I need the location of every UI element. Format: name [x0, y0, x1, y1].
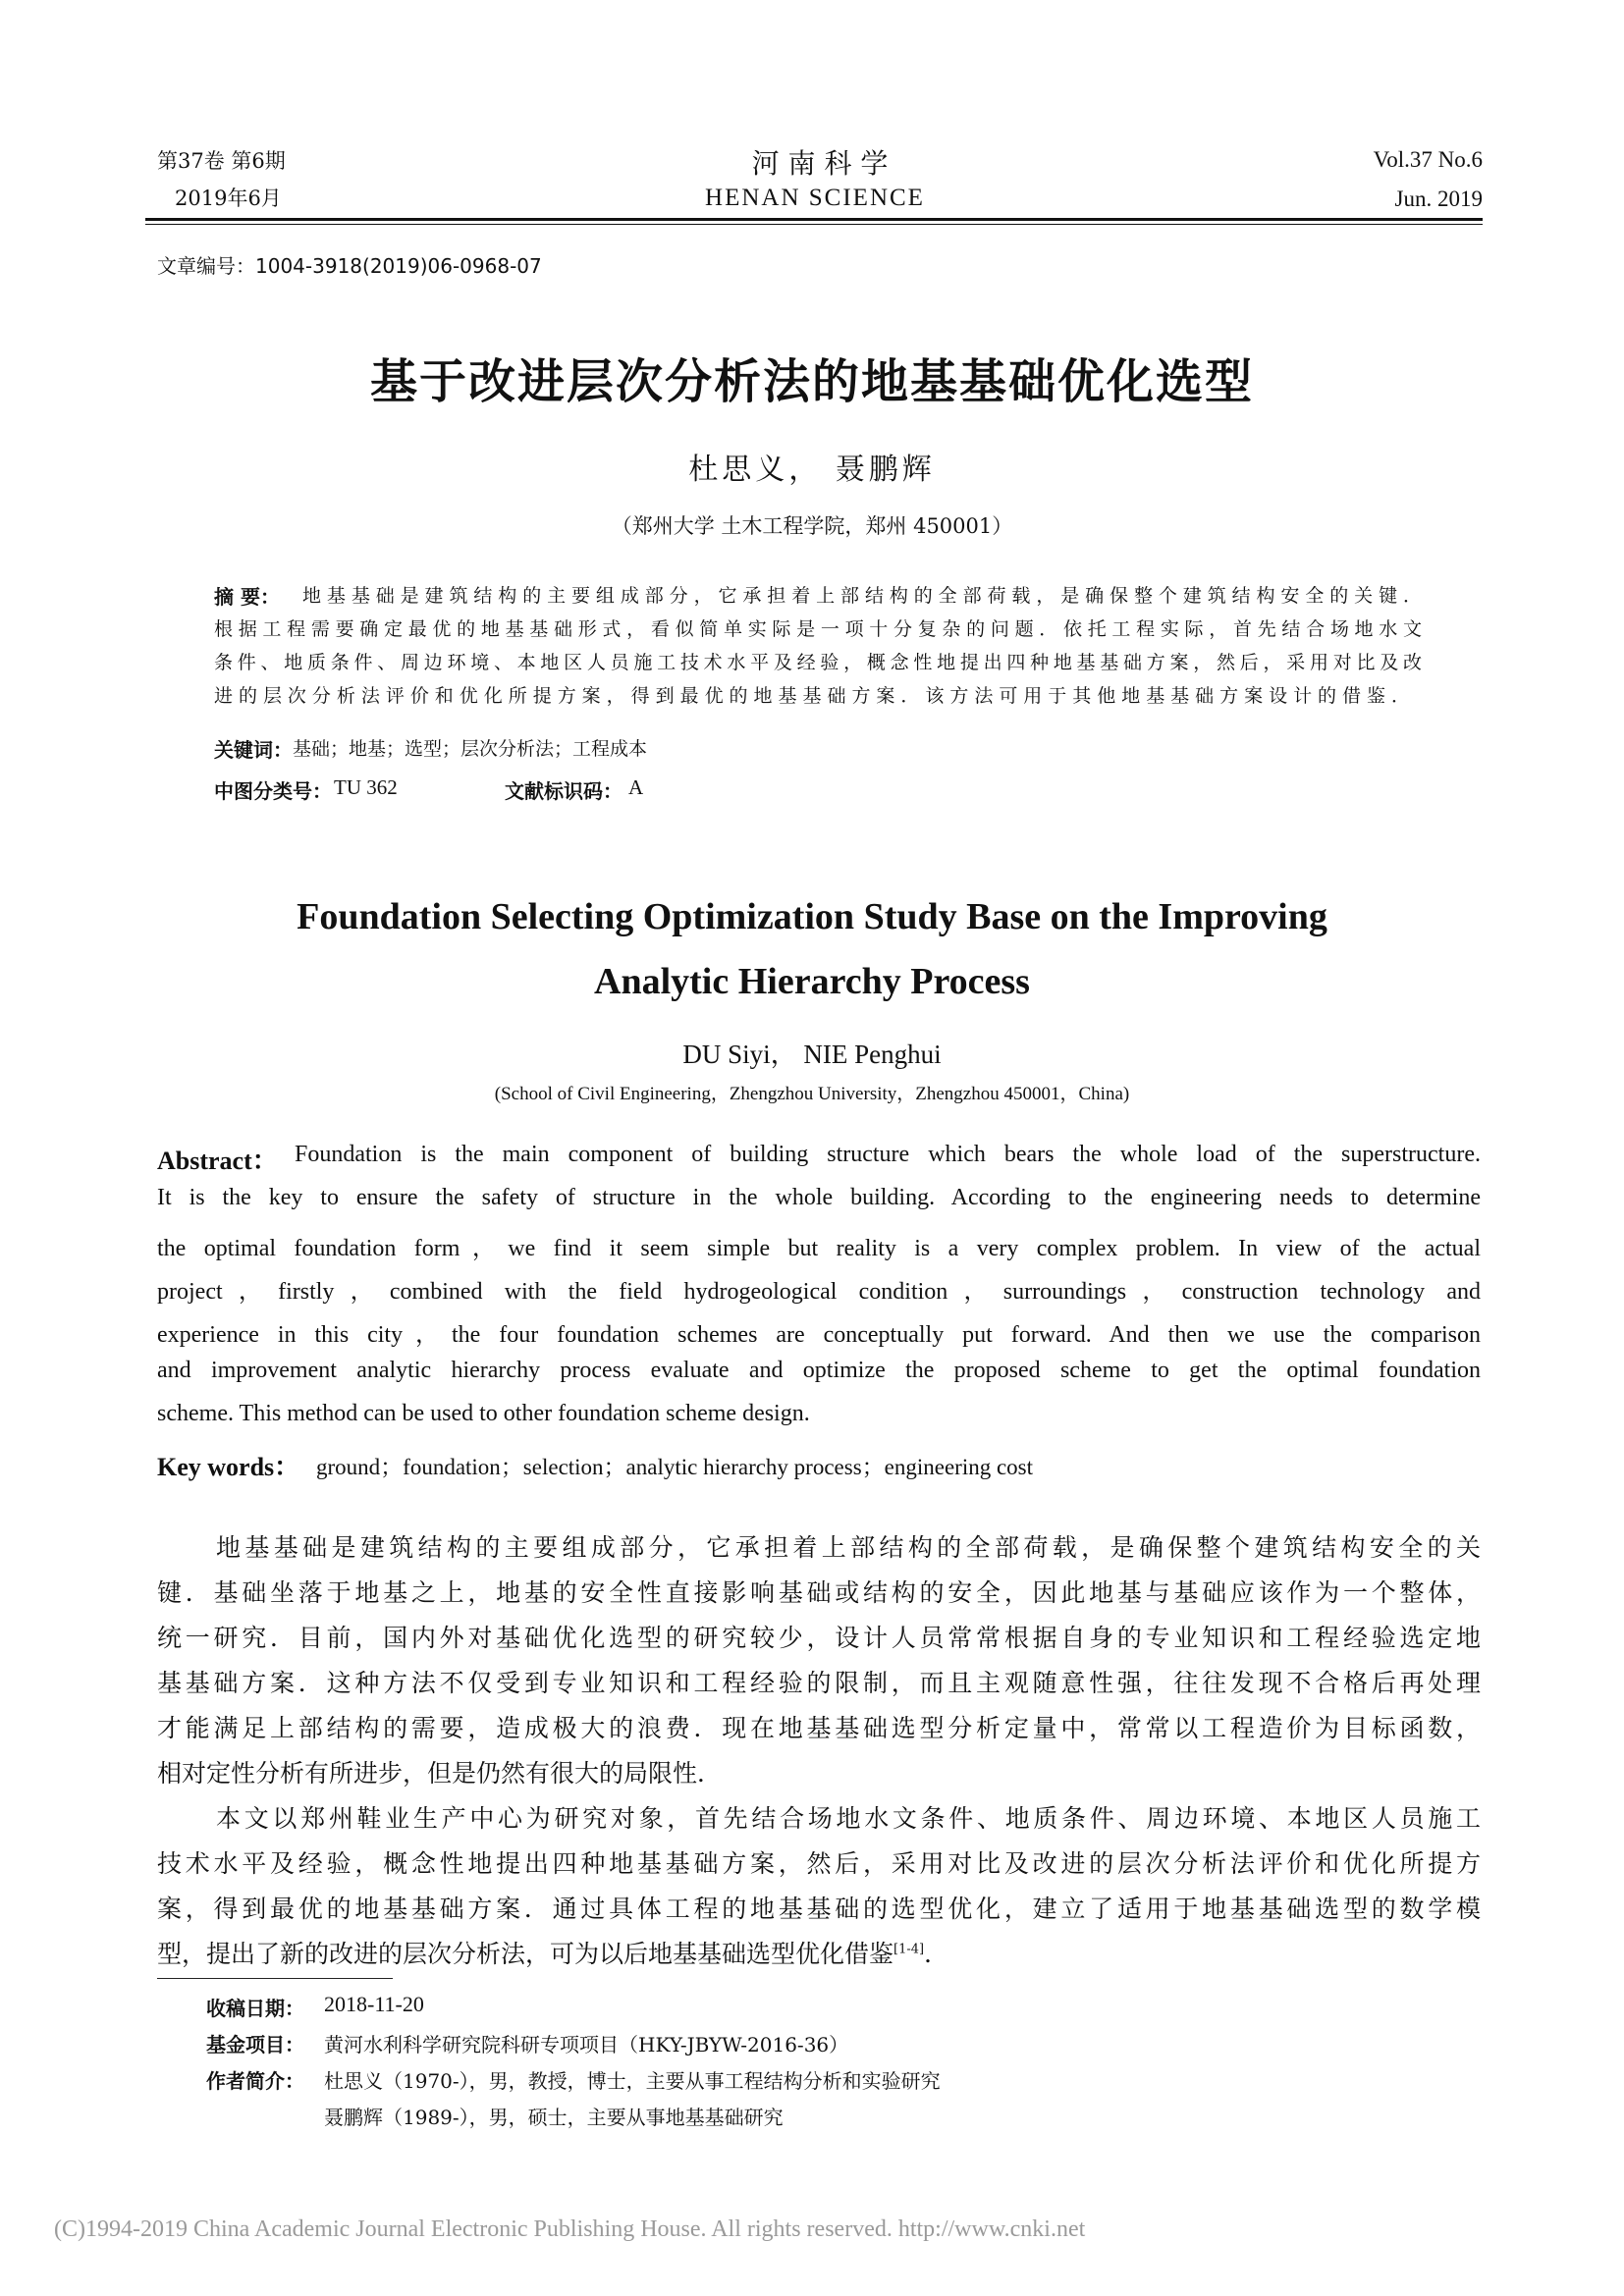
header-rule-thin [145, 224, 1483, 225]
received-value: 2018-11-20 [324, 1992, 424, 2016]
fund-label: 基金项目： [206, 2033, 304, 2056]
doc-code-label: 文献标识码： [505, 779, 623, 803]
abstract-cn-line: 根据工程需要确定最优的地基基础形式，看似简单实际是一项十分复杂的问题．依托工程实际，首先结合场地水文 [214, 618, 1422, 640]
abstract-en-line: It is the key to ensure the safety of structure in the whole building. According to the engineering needs to determine [157, 1185, 1481, 1210]
abstract-en-line: experience in this city，the four foundation schemes are conceptually put forward. And then we use the comparison [157, 1322, 1481, 1348]
abstract-cn-label: 摘 要： [214, 585, 280, 609]
title-cn: 基于改进层次分析法的地基基础优化选型 [369, 354, 1254, 409]
fund-value: 黄河水利科学研究院科研专项项目（HKY-JBYW-2016-36） [324, 2033, 849, 2056]
body-p1-line: 地基基础是建筑结构的主要组成部分，它承担着上部结构的全部荷载，是确保整个建筑结构安全的关 [216, 1533, 1481, 1562]
keywords-en-label: Key words： [157, 1453, 300, 1481]
authors-cn: 杜思义， 聂鹏辉 [688, 453, 936, 487]
abstract-cn-line: 条件、地质条件、周边环境、本地区人员施工技术水平及经验，概念性地提出四种地基基础方案，然后，采用对比及改 [214, 652, 1422, 673]
clc-label: 中图分类号： [214, 779, 332, 803]
body-p1-line: 统一研究．目前，国内外对基础优化选型的研究较少，设计人员常常根据自身的专业知识和工程经验选定地 [157, 1624, 1481, 1652]
abstract-en-line: and improvement analytic hierarchy process evaluate and optimize the proposed scheme to get the optimal foundation [157, 1358, 1481, 1383]
bio-label: 作者简介： [206, 2069, 304, 2093]
body-p2-last-line [157, 1935, 948, 1970]
abstract-en-label: Abstract： [157, 1147, 278, 1175]
body-p1-line: 基基础方案．这种方法不仅受到专业知识和工程经验的限制，而且主观随意性强，往往发现不合格后再处理 [157, 1669, 1481, 1697]
header-rule-thick [145, 218, 1483, 221]
abstract-cn-line: 进的层次分析法评价和优化所提方案，得到最优的地基基础方案．该方法可用于其他地基基础方案设计的借鉴． [214, 685, 1410, 707]
header-date-en: Jun. 2019 [1394, 187, 1483, 211]
citation-ref[interactable]: [1-4] [893, 1942, 925, 1957]
header-volume-en: Vol.37 No.6 [1373, 147, 1483, 172]
header-date-cn: 2019年6月 [175, 187, 282, 210]
header-journal-en: HENAN SCIENCE [705, 185, 925, 211]
header-journal-cn: 河 南 科 学 [751, 147, 889, 180]
received-label: 收稿日期： [206, 1997, 304, 2020]
body-p1-line: 相对定性分析有所进步，但是仍然有很大的局限性． [157, 1759, 723, 1788]
bio-line-2: 聂鹏辉（1989-），男，硕士，主要从事地基基础研究 [324, 2106, 784, 2129]
affiliation-en: (School of Civil Engineering，Zhengzhou University，Zhengzhou 450001，China) [494, 1084, 1130, 1104]
body-p1-line: 键．基础坐落于地基之上，地基的安全性直接影响基础或结构的安全，因此地基与基础应该作为一个整体， [157, 1578, 1481, 1607]
body-p2-line: 本文以郑州鞋业生产中心为研究对象，首先结合场地水文条件、地质条件、周边环境、本地区人员施工 [216, 1804, 1481, 1833]
clc-value: TU 362 [334, 775, 398, 799]
abstract-en-line: the optimal foundation form，we find it seem simple but reality is a very complex problem. In view of the actual [157, 1236, 1481, 1261]
article-number: 文章编号：1004-3918(2019)06-0968-07 [157, 254, 542, 278]
keywords-en-text: ground；foundation；selection；analytic hierarchy process；engineering cost [316, 1455, 1034, 1479]
keywords-cn-text: 基础；地基；选型；层次分析法；工程成本 [293, 738, 648, 760]
keywords-cn-label: 关键词： [214, 738, 293, 762]
title-en-line1: Foundation Selecting Optimization Study Base on the Improving [297, 896, 1327, 937]
body-p2-line: 案，得到最优的地基基础方案．通过具体工程的地基基础的选型优化，建立了适用于地基基础选型的数学模 [157, 1895, 1481, 1923]
copyright-notice: (C)1994-2019 China Academic Journal Electronic Publishing House. All rights reserved. http://www.cnki.net [54, 2216, 1086, 2242]
abstract-en-line: scheme. This method can be used to other foundation scheme design. [157, 1401, 810, 1426]
abstract-cn-line: 地基基础是建筑结构的主要组成部分，它承担着上部结构的全部荷载，是确保整个建筑结构安全的关键． [302, 585, 1422, 607]
bio-line-1: 杜思义（1970-），男，教授，博士，主要从事工程结构分析和实验研究 [324, 2069, 941, 2093]
abstract-en-line: Foundation is the main component of building structure which bears the whole load of the superstructure. [295, 1142, 1481, 1167]
title-en-line2: Analytic Hierarchy Process [594, 961, 1030, 1002]
authors-en: DU Siyi， NIE Penghui [682, 1040, 942, 1069]
body-p2-line: 技术水平及经验，概念性地提出四种地基基础方案，然后，采用对比及改进的层次分析法评价和优化所提方 [157, 1849, 1481, 1878]
header-volume-cn: 第37卷 第6期 [157, 149, 286, 173]
footnote-rule [157, 1978, 393, 1979]
body-p1-line: 才能满足上部结构的需要，造成极大的浪费．现在地基基础选型分析定量中，常常以工程造价为目标函数， [157, 1714, 1481, 1742]
body-p2-last-text: 型，提出了新的改进的层次分析法，可为以后地基基础选型优化借鉴 [157, 1940, 894, 1968]
doc-code-value: A [628, 775, 644, 799]
body-p2-end: ． [924, 1940, 949, 1968]
abstract-en-line: project，firstly，combined with the field hydrogeological condition，surroundings，construction technology and [157, 1279, 1481, 1305]
affiliation-cn: （郑州大学 土木工程学院，郑州 450001） [611, 514, 1013, 538]
